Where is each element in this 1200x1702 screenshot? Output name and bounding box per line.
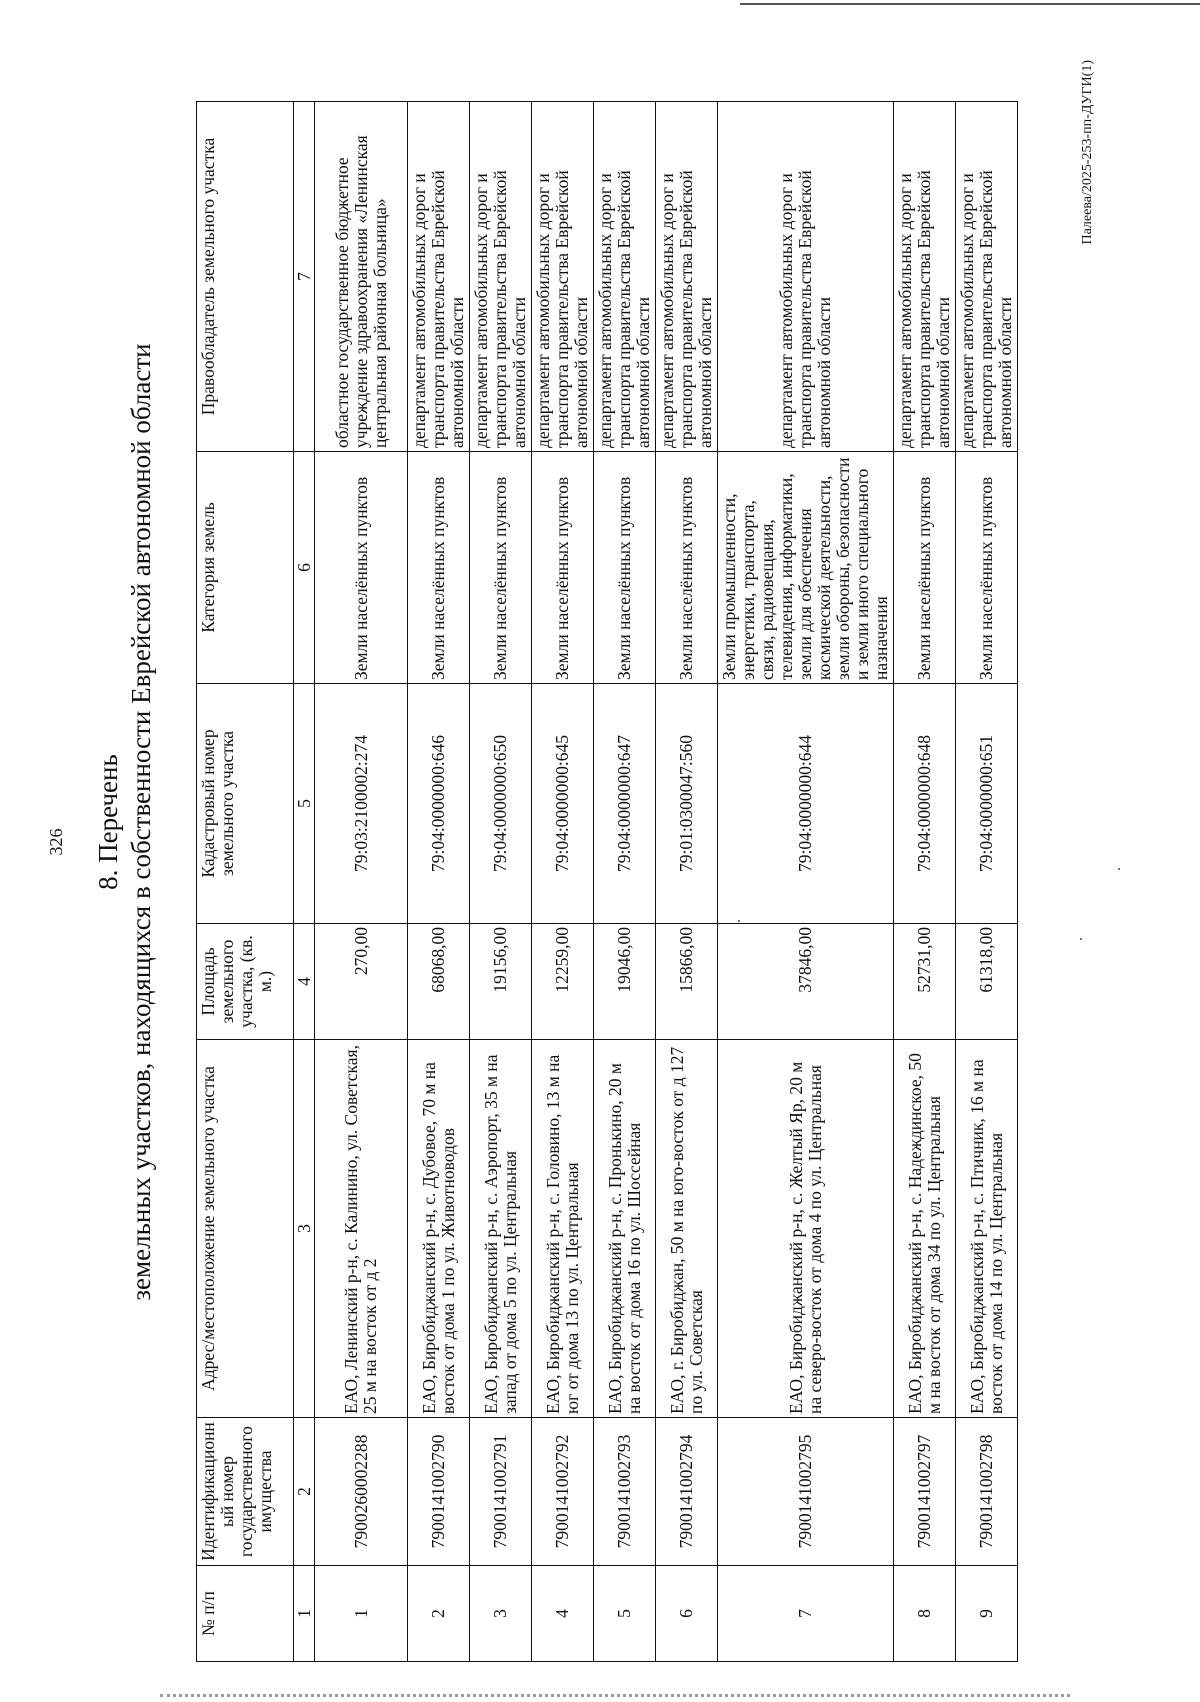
column-number: 1 xyxy=(294,1566,315,1662)
row-number: 4 xyxy=(532,1566,594,1662)
cadastral-number: 79:03:2100002:274 xyxy=(315,684,408,924)
row-number: 2 xyxy=(408,1566,470,1662)
column-number-row xyxy=(294,102,315,1662)
plot-address: ЕАО, Биробиджанский р-н, с. Дубовое, 70 м на восток от дома 1 по ул. Животноводов xyxy=(408,1040,470,1418)
page-number: 326 xyxy=(46,828,66,856)
table-row xyxy=(315,102,408,1662)
table-row xyxy=(408,102,470,1662)
header-address: Адрес/местоположение земельного участка xyxy=(197,1040,294,1418)
plot-area: 12259,00 xyxy=(532,924,594,1040)
plot-owner: департамент автомобильных дорог и транспорта правительства Еврейской автономной области xyxy=(470,102,532,452)
plot-owner: департамент автомобильных дорог и транспорта правительства Еврейской автономной области xyxy=(718,102,894,452)
land-category: Земли населённых пунктов xyxy=(408,452,470,684)
row-number: 1 xyxy=(315,1566,408,1662)
column-number: 5 xyxy=(294,684,315,924)
property-id: 7900141002794 xyxy=(656,1418,718,1566)
land-category: Земли промышленности, энергетики, транспорта, связи, радиовещания, телевидения, информатики, земли для обеспечения космической деятельности, земли обороны, безопасности и земли иного специального назначения xyxy=(718,452,894,684)
plot-address: ЕАО, Ленинский р-н, с. Калинино, ул. Советская, 25 м на восток от д 2 xyxy=(315,1040,408,1418)
property-id: 7900141002795 xyxy=(718,1418,894,1566)
cadastral-number: 79:04:0000000:644 xyxy=(718,684,894,924)
cadastral-number: 79:04:0000000:651 xyxy=(956,684,1018,924)
table-row xyxy=(956,102,1018,1662)
plot-owner: департамент автомобильных дорог и транспорта правительства Еврейской автономной области xyxy=(956,102,1018,452)
cadastral-number: 79:04:0000000:650 xyxy=(470,684,532,924)
title-line-1: 8. Перечень xyxy=(93,754,123,890)
land-category: Земли населённых пунктов xyxy=(470,452,532,684)
plot-area: 270,00 xyxy=(315,924,408,1040)
column-number: 3 xyxy=(294,1040,315,1418)
plot-address: ЕАО, Биробиджанский р-н, с. Аэропорт, 35 м на запад от дома 5 по ул. Центральная xyxy=(470,1040,532,1418)
column-number: 4 xyxy=(294,924,315,1040)
cadastral-number: 79:04:0000000:648 xyxy=(894,684,956,924)
header-category: Категория земель xyxy=(197,452,294,684)
land-plots-table xyxy=(196,101,1018,1662)
plot-area: 19046,00 xyxy=(594,924,656,1040)
property-id: 7900260002288 xyxy=(315,1418,408,1566)
row-number: 3 xyxy=(470,1566,532,1662)
property-id: 7900141002798 xyxy=(956,1418,1018,1566)
row-number: 5 xyxy=(594,1566,656,1662)
property-id: 7900141002791 xyxy=(470,1418,532,1566)
land-category: Земли населённых пунктов xyxy=(532,452,594,684)
plot-owner: департамент автомобильных дорог и транспорта правительства Еврейской автономной области xyxy=(594,102,656,452)
header-area: Площадь земельного участка, (кв. м.) xyxy=(197,924,294,1040)
property-id: 7900141002793 xyxy=(594,1418,656,1566)
cadastral-number: 79:04:0000000:647 xyxy=(594,684,656,924)
table-row xyxy=(594,102,656,1662)
plot-area: 68068,00 xyxy=(408,924,470,1040)
land-category: Земли населённых пунктов xyxy=(594,452,656,684)
plot-area: 19156,00 xyxy=(470,924,532,1040)
land-category: Земли населённых пунктов xyxy=(315,452,408,684)
plot-address: ЕАО, Биробиджанский р-н, с. Головино, 13 м на юг от дома 13 по ул. Центральная xyxy=(532,1040,594,1418)
column-number: 6 xyxy=(294,452,315,684)
plot-owner: областное государственное бюджетное учреждение здравоохранения «Ленинская центральная районная больница» xyxy=(315,102,408,452)
column-number: 2 xyxy=(294,1418,315,1566)
cadastral-number: 79:04:0000000:645 xyxy=(532,684,594,924)
row-number: 7 xyxy=(718,1566,894,1662)
table-row xyxy=(718,102,894,1662)
title-line-2: земельных участков, находящихся в собственности Еврейской автономной области xyxy=(126,343,156,1301)
table-row xyxy=(470,102,532,1662)
row-number: 9 xyxy=(956,1566,1018,1662)
document-title xyxy=(92,242,158,1402)
plot-address: ЕАО, г. Биробиджан, 50 м на юго-восток от д 127 по ул. Советская xyxy=(656,1040,718,1418)
document-footer-code: Палеева/2025-253-пп-ДУГИ(1) xyxy=(1080,60,1095,245)
cadastral-number: 79:04:0000000:646 xyxy=(408,684,470,924)
plot-owner: департамент автомобильных дорог и транспорта правительства Еврейской автономной области xyxy=(532,102,594,452)
row-number: 6 xyxy=(656,1566,718,1662)
property-id: 7900141002792 xyxy=(532,1418,594,1566)
table-row xyxy=(894,102,956,1662)
table-row xyxy=(532,102,594,1662)
plot-address: ЕАО, Биробиджанский р-н, с. Пронькино, 20 м на восток от дома 16 по ул. Шоссейная xyxy=(594,1040,656,1418)
cadastral-number: 79:01:0300047:560 xyxy=(656,684,718,924)
plot-owner: департамент автомобильных дорог и транспорта правительства Еврейской автономной области xyxy=(656,102,718,452)
plot-address: ЕАО, Биробиджанский р-н, с. Надеждинское, 50 м на восток от дома 34 по ул. Центральная xyxy=(894,1040,956,1418)
plot-area: 37846,00 xyxy=(718,924,894,1040)
plot-owner: департамент автомобильных дорог и транспорта правительства Еврейской автономной области xyxy=(894,102,956,452)
property-id: 7900141002797 xyxy=(894,1418,956,1566)
header-owner: Правообладатель земельного участка xyxy=(197,102,294,452)
plot-owner: департамент автомобильных дорог и транспорта правительства Еврейской автономной области xyxy=(408,102,470,452)
land-category: Земли населённых пунктов xyxy=(956,452,1018,684)
table-header-row xyxy=(197,102,294,1662)
plot-area: 52731,00 xyxy=(894,924,956,1040)
table-row xyxy=(656,102,718,1662)
land-category: Земли населённых пунктов xyxy=(894,452,956,684)
plot-area: 15866,00 xyxy=(656,924,718,1040)
header-num: № п/п xyxy=(197,1566,294,1662)
plot-area: 61318,00 xyxy=(956,924,1018,1040)
header-id: Идентификационный номер государственного имущества xyxy=(197,1418,294,1566)
property-id: 7900141002790 xyxy=(408,1418,470,1566)
column-number: 7 xyxy=(294,102,315,452)
header-cadastral: Кадастровый номер земельного участка xyxy=(197,684,294,924)
plot-address: ЕАО, Биробиджанский р-н, с. Птичник, 16 м на восток от дома 14 по ул. Центральная xyxy=(956,1040,1018,1418)
row-number: 8 xyxy=(894,1566,956,1662)
plot-address: ЕАО, Биробиджанский р-н, с. Желтый Яр, 20 м на северо-восток от дома 4 по ул. Центральная xyxy=(718,1040,894,1418)
land-category: Земли населённых пунктов xyxy=(656,452,718,684)
